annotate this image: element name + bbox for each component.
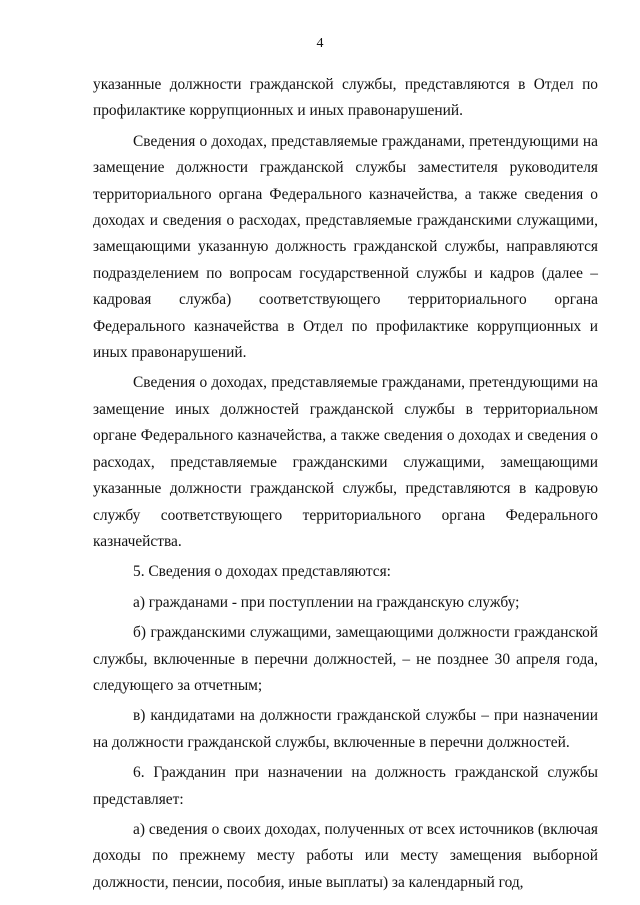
- paragraph-other-positions-info: Сведения о доходах, представляемые гражданами, претендующими на замещение иных должностей гражданской службы в территориальном органе Федерального казначейства, а также сведения о доходах и сведения о расходах, представляемые гражданскими служащими, замещающими указанные должности гражданской службы, представляются в кадровую службу соответствующего территориального органа Федерального казначейства.: [93, 374, 598, 550]
- section-5-heading: 5. Сведения о доходах представляются:: [133, 563, 391, 581]
- section-6-item-a: а) сведения о своих доходах, полученных от всех источников (включая доходы по прежнему месту работы или месту замещения выборной должности, пенсии, пособия, иные выплаты) за календарный год,: [93, 820, 598, 891]
- section-5-item-b: б) гражданскими служащими, замещающими должности гражданской службы, включенные в перечни должностей, – не позднее 30 апреля года, следующего за отчетным;: [93, 624, 598, 694]
- paragraph-deputy-head-info: Сведения о доходах, представляемые гражданами, претендующими на замещение должности гражданской службы заместителя руководителя территориального органа Федерального казначейства, а также сведения о доходах и сведения о расходах, представляемые гражданскими служащими, замещающими указанную должность гражданской службы, направляются подразделением по вопросам государственной службы и кадров (далее – кадровая служба) соответствующего территориального органа Федерального казначейства в Отдел по профилактике коррупционных и иных правонарушений.: [93, 132, 598, 362]
- section-6-heading: 6. Гражданин при назначении на должность гражданской службы представляет:: [93, 764, 598, 808]
- paragraph-continuation: указанные должности гражданской службы, представляются в Отдел по профилактике коррупционных и иных правонарушений.: [93, 76, 598, 120]
- document-body: [93, 72, 598, 896]
- section-5-item-a: а) гражданами - при поступлении на гражданскую службу;: [133, 593, 520, 611]
- page-number: 4: [316, 36, 324, 51]
- section-5-item-c: в) кандидатами на должности гражданской службы – при назначении на должности гражданской службы, включенные в перечни должностей.: [93, 707, 598, 751]
